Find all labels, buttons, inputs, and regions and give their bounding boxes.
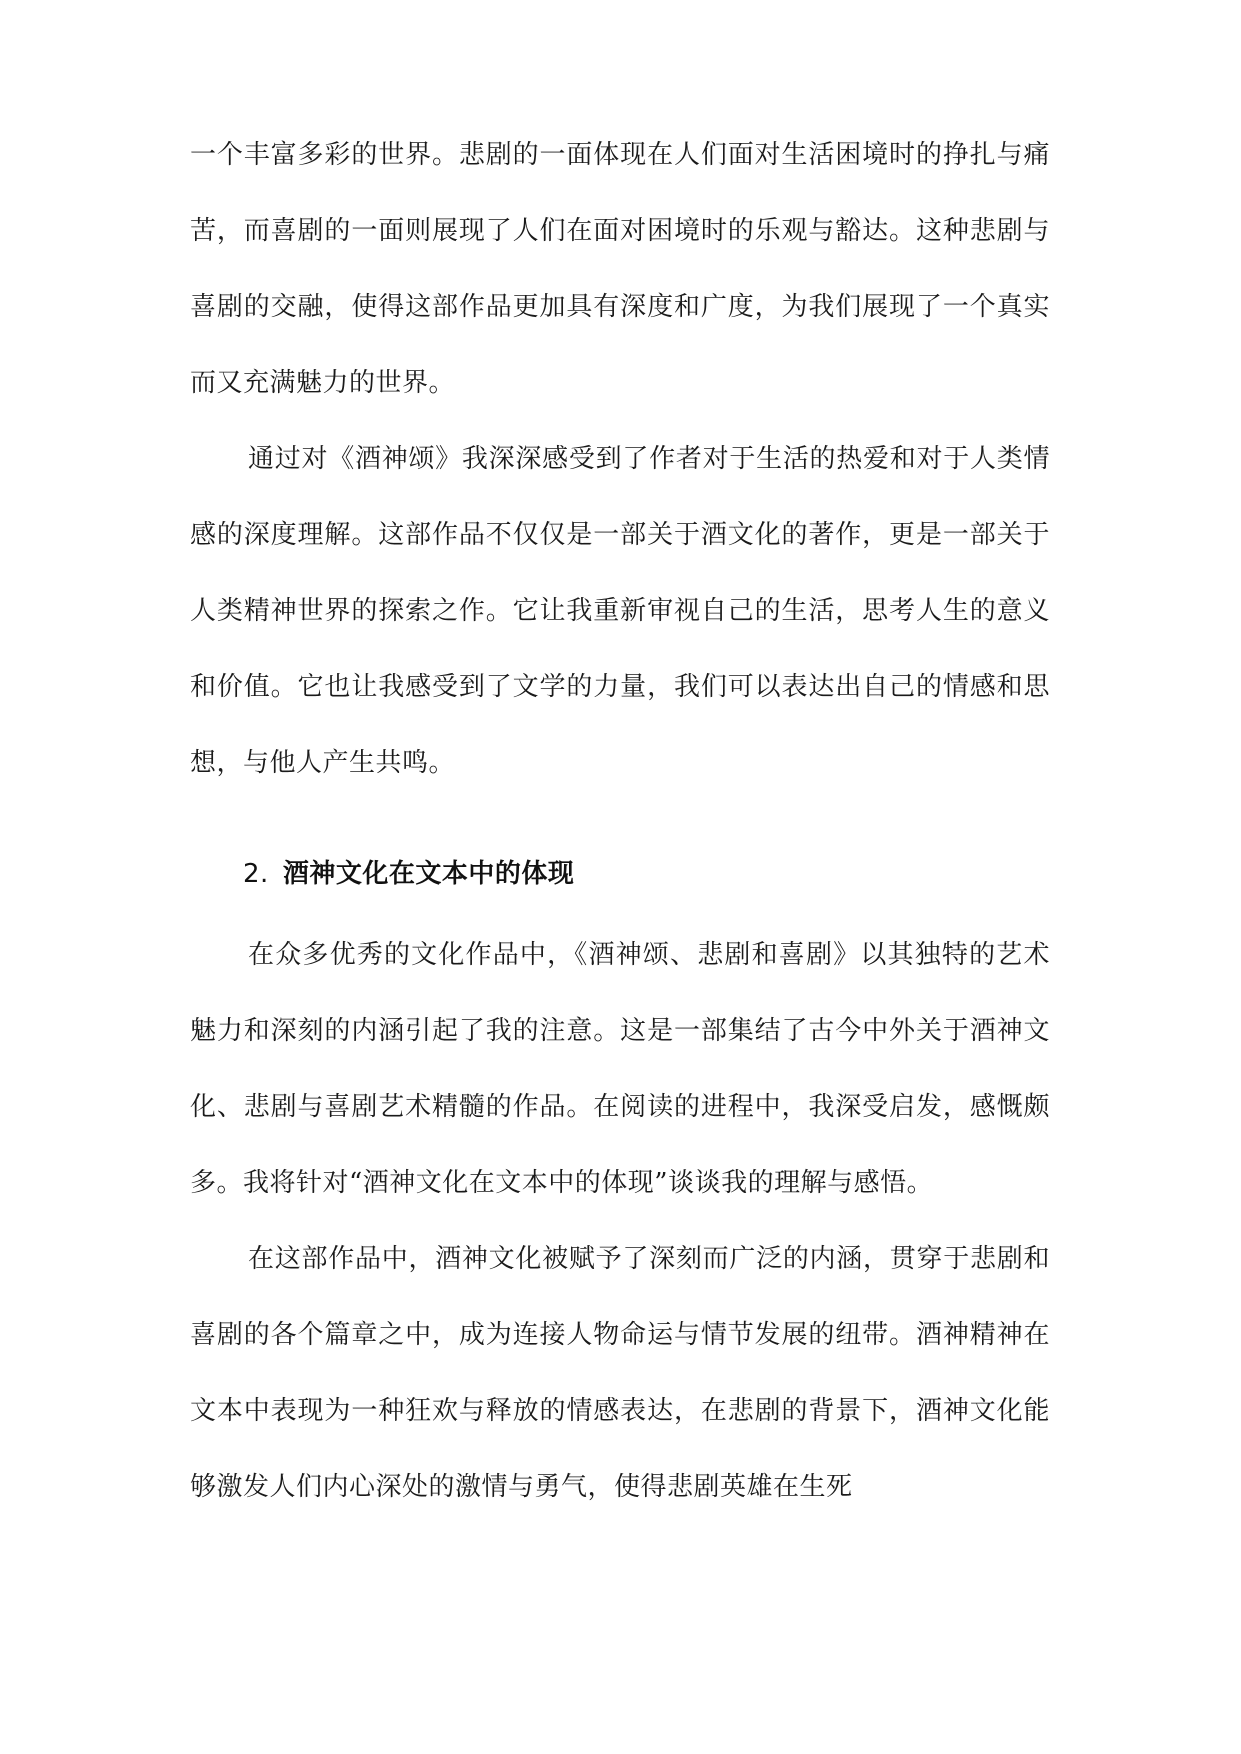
- body-text-top: [190, 117, 1050, 801]
- body-text-bottom: [190, 917, 1050, 1525]
- section-title: 酒神文化在文本中的体现: [282, 859, 575, 889]
- paragraph-continuation: 一个丰富多彩的世界。悲剧的一面体现在人们面对生活困境时的挣扎与痛苦，而喜剧的一面则展现了人们在面对困境时的乐观与豁达。这种悲剧与喜剧的交融，使得这部作品更加具有深度和广度，为我们展现了一个真实而又充满魅力的世界。: [190, 140, 1050, 398]
- paragraph-intro: 在众多优秀的文化作品中，《酒神颂、悲剧和喜剧》以其独特的艺术魅力和深刻的内涵引起了我的注意。这是一部集结了古今中外关于酒神文化、悲剧与喜剧艺术精髓的作品。在阅读的进程中，我深受启发，感慨颇多。我将针对“酒神文化在文本中的体现”谈谈我的理解与感悟。: [190, 940, 1050, 1198]
- section-number: 2.: [243, 859, 269, 889]
- section-heading: [243, 854, 574, 894]
- paragraph-analysis: 在这部作品中，酒神文化被赋予了深刻而广泛的内涵，贯穿于悲剧和喜剧的各个篇章之中，成为连接人物命运与情节发展的纽带。酒神精神在文本中表现为一种狂欢与释放的情感表达，在悲剧的背景下，酒神文化能够激发人们内心深处的激情与勇气，使得悲剧英雄在生死: [190, 1244, 1050, 1502]
- paragraph-reflection: 通过对《酒神颂》我深深感受到了作者对于生活的热爱和对于人类情感的深度理解。这部作品不仅仅是一部关于酒文化的著作，更是一部关于人类精神世界的探索之作。它让我重新审视自己的生活，思考人生的意义和价值。它也让我感受到了文学的力量，我们可以表达出自己的情感和思想，与他人产生共鸣。: [190, 444, 1050, 778]
